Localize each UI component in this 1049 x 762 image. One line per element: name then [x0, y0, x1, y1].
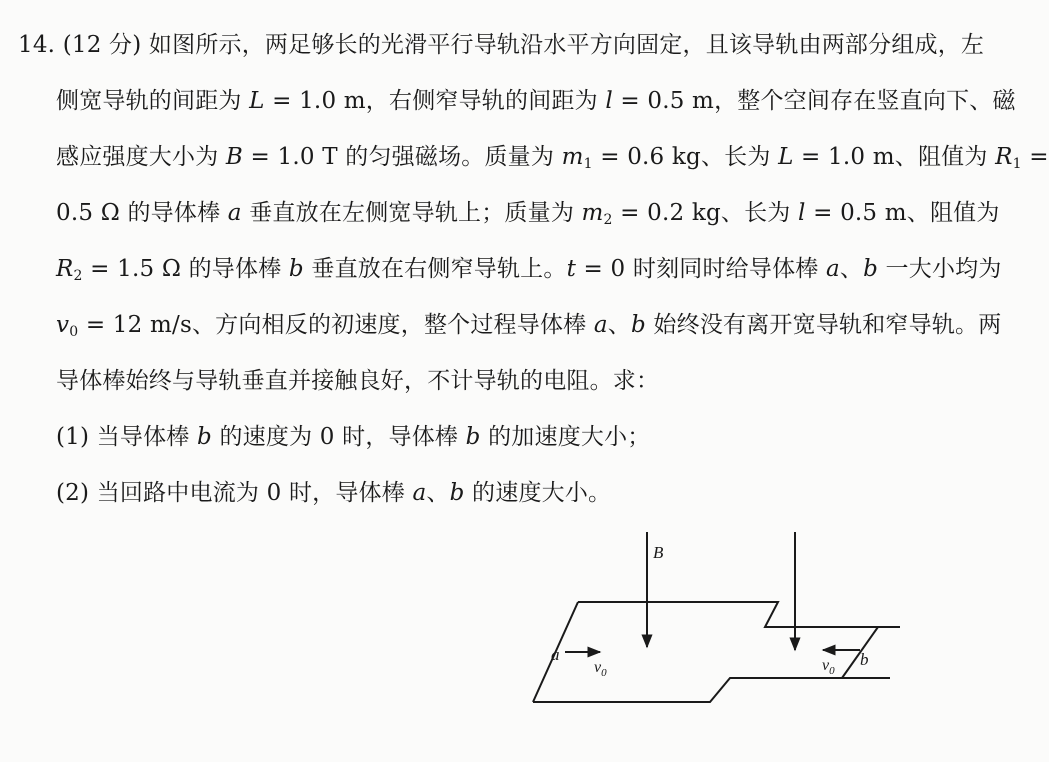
problem-text: 14. (12 分) 如图所示，两足够长的光滑平行导轨沿水平方向固定，且该导轨由两部分组成，左	[18, 32, 985, 58]
var-m: m	[561, 144, 584, 170]
label-b: b	[860, 650, 869, 669]
rail-diagram	[500, 520, 910, 720]
var-a: a	[227, 200, 242, 226]
label-v0-right	[822, 657, 835, 677]
var-R: R	[56, 256, 74, 282]
var-a: a	[825, 256, 840, 282]
text: = 0.6 kg、长为	[592, 144, 779, 170]
text: = 0.2 kg、长为	[612, 200, 799, 226]
text: 的速度大小。	[464, 480, 612, 506]
var-b: b	[449, 480, 465, 506]
subscript: 2	[73, 268, 83, 284]
front-rail	[533, 678, 890, 702]
text: 0.5 Ω 的导体棒	[56, 200, 228, 226]
var-m: m	[581, 200, 604, 226]
text: 、	[839, 256, 864, 282]
problem-line-2	[56, 86, 1016, 116]
problem-line-6	[56, 310, 1001, 340]
text: 导体棒始终与导轨垂直并接触良好，不计导轨的电阻。求：	[56, 368, 660, 394]
text: = 0.5 m，整个空间存在竖直向下、磁	[612, 88, 1016, 114]
var-l: l	[605, 88, 613, 114]
problem-line-1	[18, 30, 984, 60]
text: = 1.5 Ω 的导体棒	[82, 256, 289, 282]
var-t: t	[566, 256, 577, 282]
subscript: 1	[1012, 156, 1022, 172]
text: =	[1021, 144, 1049, 170]
label-B: B	[653, 543, 664, 562]
var-R: R	[995, 144, 1013, 170]
label-a: a	[551, 645, 560, 664]
text: 的加速度大小；	[480, 424, 651, 450]
text: 垂直放在左侧宽导轨上；质量为	[241, 200, 582, 226]
question-2	[56, 478, 611, 508]
text: = 1.0 m，右侧窄导轨的间距为	[264, 88, 606, 114]
subscript: 1	[583, 156, 593, 172]
text: (2) 当回路中电流为 0 时，导体棒	[56, 480, 413, 506]
text: (1) 当导体棒	[56, 424, 198, 450]
text: 垂直放在右侧窄导轨上。	[303, 256, 567, 282]
question-1	[56, 422, 651, 452]
text: 感应强度大小为	[56, 144, 226, 170]
subscript: 0	[829, 665, 835, 677]
var-v: v	[594, 659, 602, 676]
problem-line-4	[56, 198, 1000, 228]
text: 、	[607, 312, 631, 338]
var-L: L	[778, 144, 794, 170]
text: = 0.5 m、阻值为	[805, 200, 1000, 226]
text: = 12 m/s、方向相反的初速度，整个过程导体棒	[78, 312, 594, 338]
problem-line-7	[56, 366, 659, 396]
back-rail	[578, 602, 900, 627]
var-l: l	[798, 200, 806, 226]
var-B: B	[225, 144, 244, 170]
text: = 0 时刻同时给导体棒	[576, 256, 826, 282]
var-v: v	[822, 657, 830, 674]
var-b: b	[863, 256, 879, 282]
text: 侧宽导轨的间距为	[56, 88, 250, 114]
var-b: b	[288, 256, 304, 282]
var-v: v	[56, 312, 70, 338]
var-b: b	[197, 424, 212, 450]
text: 的速度为 0 时，导体棒	[211, 424, 466, 450]
subscript: 0	[601, 667, 607, 679]
var-a: a	[412, 480, 427, 506]
problem-line-5	[56, 254, 1002, 284]
label-v0-left	[594, 659, 607, 679]
text: 、	[426, 480, 450, 506]
var-b: b	[465, 424, 481, 450]
subscript: 2	[603, 212, 613, 228]
subscript: 0	[69, 324, 79, 340]
var-L: L	[249, 88, 265, 114]
var-a: a	[593, 312, 608, 338]
text: 一大小均为	[878, 256, 1002, 282]
text: 始终没有离开宽导轨和窄导轨。两	[645, 312, 1002, 338]
text: = 1.0 m、阻值为	[793, 144, 996, 170]
problem-line-3	[56, 142, 1049, 172]
text: = 1.0 T 的匀强磁场。质量为	[243, 144, 562, 170]
var-b: b	[630, 312, 646, 338]
